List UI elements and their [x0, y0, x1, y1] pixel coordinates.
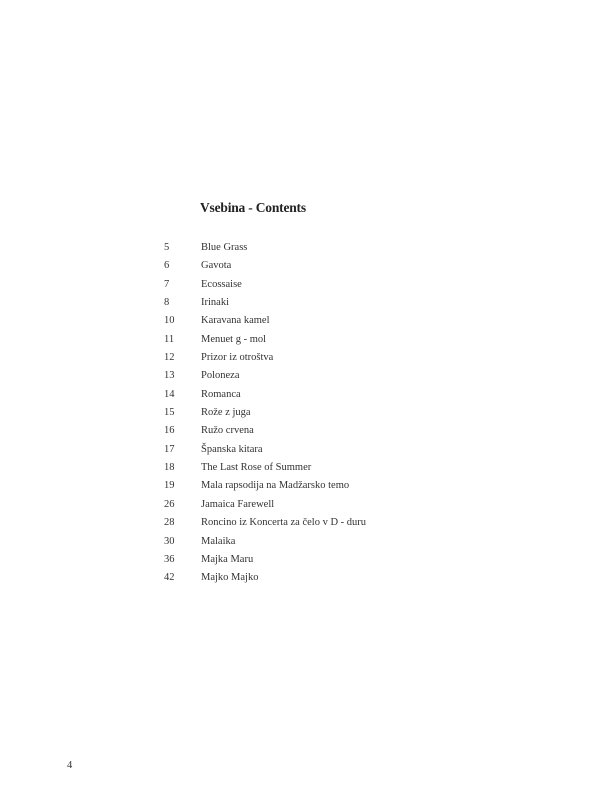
toc-entry-title: Ecossaise: [201, 278, 242, 290]
toc-entry-page: 13: [164, 370, 175, 382]
page-number: 4: [67, 760, 73, 771]
toc-entry-title: Jamaica Farewell: [201, 498, 275, 510]
toc-entry-page: 7: [164, 278, 170, 290]
toc-heading: Vsebina - Contents: [200, 200, 306, 215]
toc-entry-page: 8: [164, 297, 170, 309]
toc-entry-page: 10: [164, 315, 175, 327]
toc-entry-title: Španska kitara: [201, 443, 263, 455]
toc-entry-title: Menuet g - mol: [201, 333, 267, 345]
toc-entry-title: The Last Rose of Summer: [201, 462, 312, 474]
toc-entry-page: 26: [164, 498, 175, 510]
toc-entry-title: Roncino iz Koncerta za čelo v D - duru: [201, 517, 367, 529]
toc-entry-title: Majko Majko: [201, 572, 259, 584]
toc-entry-title: Malaika: [201, 535, 236, 547]
toc-entry-title: Mala rapsodija na Madžarsko temo: [201, 480, 350, 492]
toc-entry-page: 30: [164, 535, 175, 547]
toc-entry-page: 14: [164, 388, 175, 400]
toc-entry-title: Majka Maru: [201, 553, 254, 565]
toc-entry-title: Blue Grass: [201, 242, 248, 253]
toc-entry-page: 5: [164, 242, 170, 253]
toc-entry-page: 42: [164, 572, 175, 584]
toc-entry-page: 36: [164, 553, 175, 565]
toc-entry-title: Poloneza: [201, 370, 240, 382]
toc-entry-page: 12: [164, 352, 175, 364]
toc-entry-title: Romanca: [201, 388, 241, 400]
toc-entry-title: Gavota: [201, 260, 232, 272]
toc-entry-page: 17: [164, 443, 175, 455]
toc-entry-page: 28: [164, 517, 175, 529]
toc-entry-title: Prizor iz otroštva: [201, 352, 274, 364]
toc-entry-title: Rože z juga: [201, 407, 251, 419]
toc-entry-page: 16: [164, 425, 175, 437]
toc-entry-page: 15: [164, 407, 175, 419]
toc-entry-page: 11: [164, 333, 175, 345]
toc-entry-page: 19: [164, 480, 175, 492]
toc-entry-page: 18: [164, 462, 175, 474]
toc-entry-title: Ružo crvena: [201, 425, 254, 437]
toc-entry-title: Karavana kamel: [201, 315, 270, 327]
toc-entry-title: Irinaki: [201, 297, 229, 309]
toc-entry-page: 6: [164, 260, 170, 272]
